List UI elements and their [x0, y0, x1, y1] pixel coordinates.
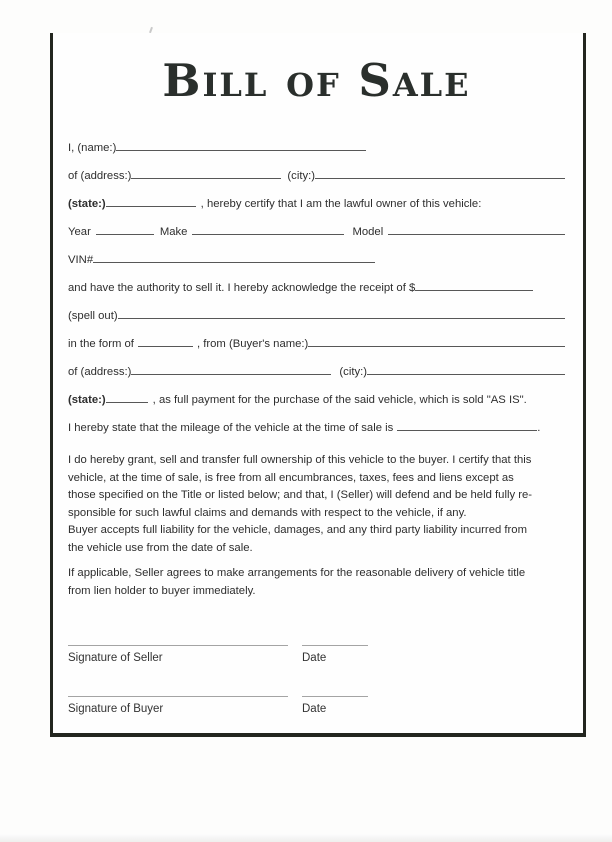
seller-name-field[interactable] — [116, 141, 366, 151]
buyer-signature-label: Signature of Buyer — [68, 703, 164, 715]
buyer-signature-lines — [68, 696, 565, 697]
owner-clause-text: , hereby certify that I am the lawful owner of this vehicle: — [200, 198, 482, 210]
buyer-state-field[interactable] — [106, 393, 148, 403]
page-border-frame — [50, 33, 586, 737]
make-field[interactable] — [192, 225, 344, 235]
form-fields-section — [68, 141, 565, 449]
seller-date-line[interactable] — [302, 645, 368, 646]
mileage-field[interactable] — [397, 421, 537, 431]
seller-address-field[interactable] — [131, 169, 281, 179]
buyer-address-field[interactable] — [131, 365, 331, 375]
payment-form-field[interactable] — [138, 337, 193, 347]
vin-label: VIN# — [68, 254, 94, 266]
seller-state-row — [68, 197, 565, 225]
seller-signature-lines — [68, 645, 565, 646]
buyer-signature-labels — [68, 703, 565, 715]
buyer-date-line[interactable] — [302, 696, 368, 697]
model-label: Model — [352, 226, 384, 238]
city-label: (city:) — [287, 170, 316, 182]
seller-signature-labels — [68, 652, 565, 664]
form-of-label: in the form of — [68, 338, 134, 350]
spell-out-row — [68, 309, 565, 337]
vin-field[interactable] — [93, 253, 375, 263]
seller-signature-label: Signature of Seller — [68, 652, 163, 664]
year-label: Year — [68, 226, 91, 238]
buyer-city-label: (city:) — [339, 366, 368, 378]
buyer-date-label: Date — [302, 703, 327, 715]
seller-state-field[interactable] — [106, 197, 196, 207]
payment-form-row — [68, 337, 565, 365]
seller-date-label: Date — [302, 652, 327, 664]
vin-row — [68, 253, 565, 281]
model-field[interactable] — [388, 225, 565, 235]
page-title: Bill of Sale — [162, 54, 471, 107]
vehicle-row — [68, 225, 565, 253]
full-payment-clause-text: , as full payment for the purchase of the said vehicle, which is sold "AS IS". — [152, 394, 527, 406]
grant-paragraph: I do hereby grant, sell and transfer full ownership of this vehicle to the buyer. I certify that this vehicle, at the time of sale, is free from all encumbrances, taxes, fees and liens except as those specified on the Title or listed below; and that, I (Seller) will defend and be held fully re- sponsible for such lawful claims and demands with respect to the vehicle, if any. — [68, 454, 533, 519]
amount-field[interactable] — [415, 281, 533, 291]
buyer-signature-block — [68, 696, 565, 715]
seller-city-field[interactable] — [315, 169, 565, 179]
buyer-city-field[interactable] — [367, 365, 565, 375]
seller-address-row — [68, 169, 565, 197]
make-label: Make — [159, 226, 188, 238]
buyer-name-label: , from (Buyer's name:) — [196, 338, 309, 350]
seller-signature-block — [68, 645, 565, 664]
buyer-state-label: (state:) — [68, 394, 106, 406]
amount-spelled-field[interactable] — [118, 309, 565, 319]
seller-name-row — [68, 141, 565, 169]
spell-out-label: (spell out) — [68, 310, 118, 322]
address-label: of (address:) — [68, 170, 132, 182]
liability-paragraph: Buyer accepts full liability for the vehicle, damages, and any third party liability incurred from the vehicle use from the date of sale. — [68, 524, 527, 554]
buyer-address-label: of (address:) — [68, 366, 132, 378]
receipt-clause-text: and have the authority to sell it. I hereby acknowledge the receipt of $ — [68, 282, 416, 294]
mileage-row — [68, 421, 565, 449]
seller-signature-line[interactable] — [68, 645, 288, 646]
buyer-state-row — [68, 393, 565, 421]
buyer-address-row — [68, 365, 565, 393]
state-label: (state:) — [68, 198, 106, 210]
form-content — [53, 55, 583, 715]
mileage-clause-text: I hereby state that the mileage of the vehicle at the time of sale is — [68, 422, 394, 434]
mileage-period: . — [537, 422, 541, 434]
buyer-signature-line[interactable] — [68, 696, 288, 697]
receipt-row — [68, 281, 565, 309]
buyer-name-field[interactable] — [308, 337, 565, 347]
delivery-paragraph: If applicable, Seller agrees to make arrangements for the reasonable delivery of vehicle title from lien holder to buyer immediately. — [68, 567, 526, 597]
year-field[interactable] — [96, 225, 154, 235]
name-label: I, (name:) — [68, 142, 117, 154]
